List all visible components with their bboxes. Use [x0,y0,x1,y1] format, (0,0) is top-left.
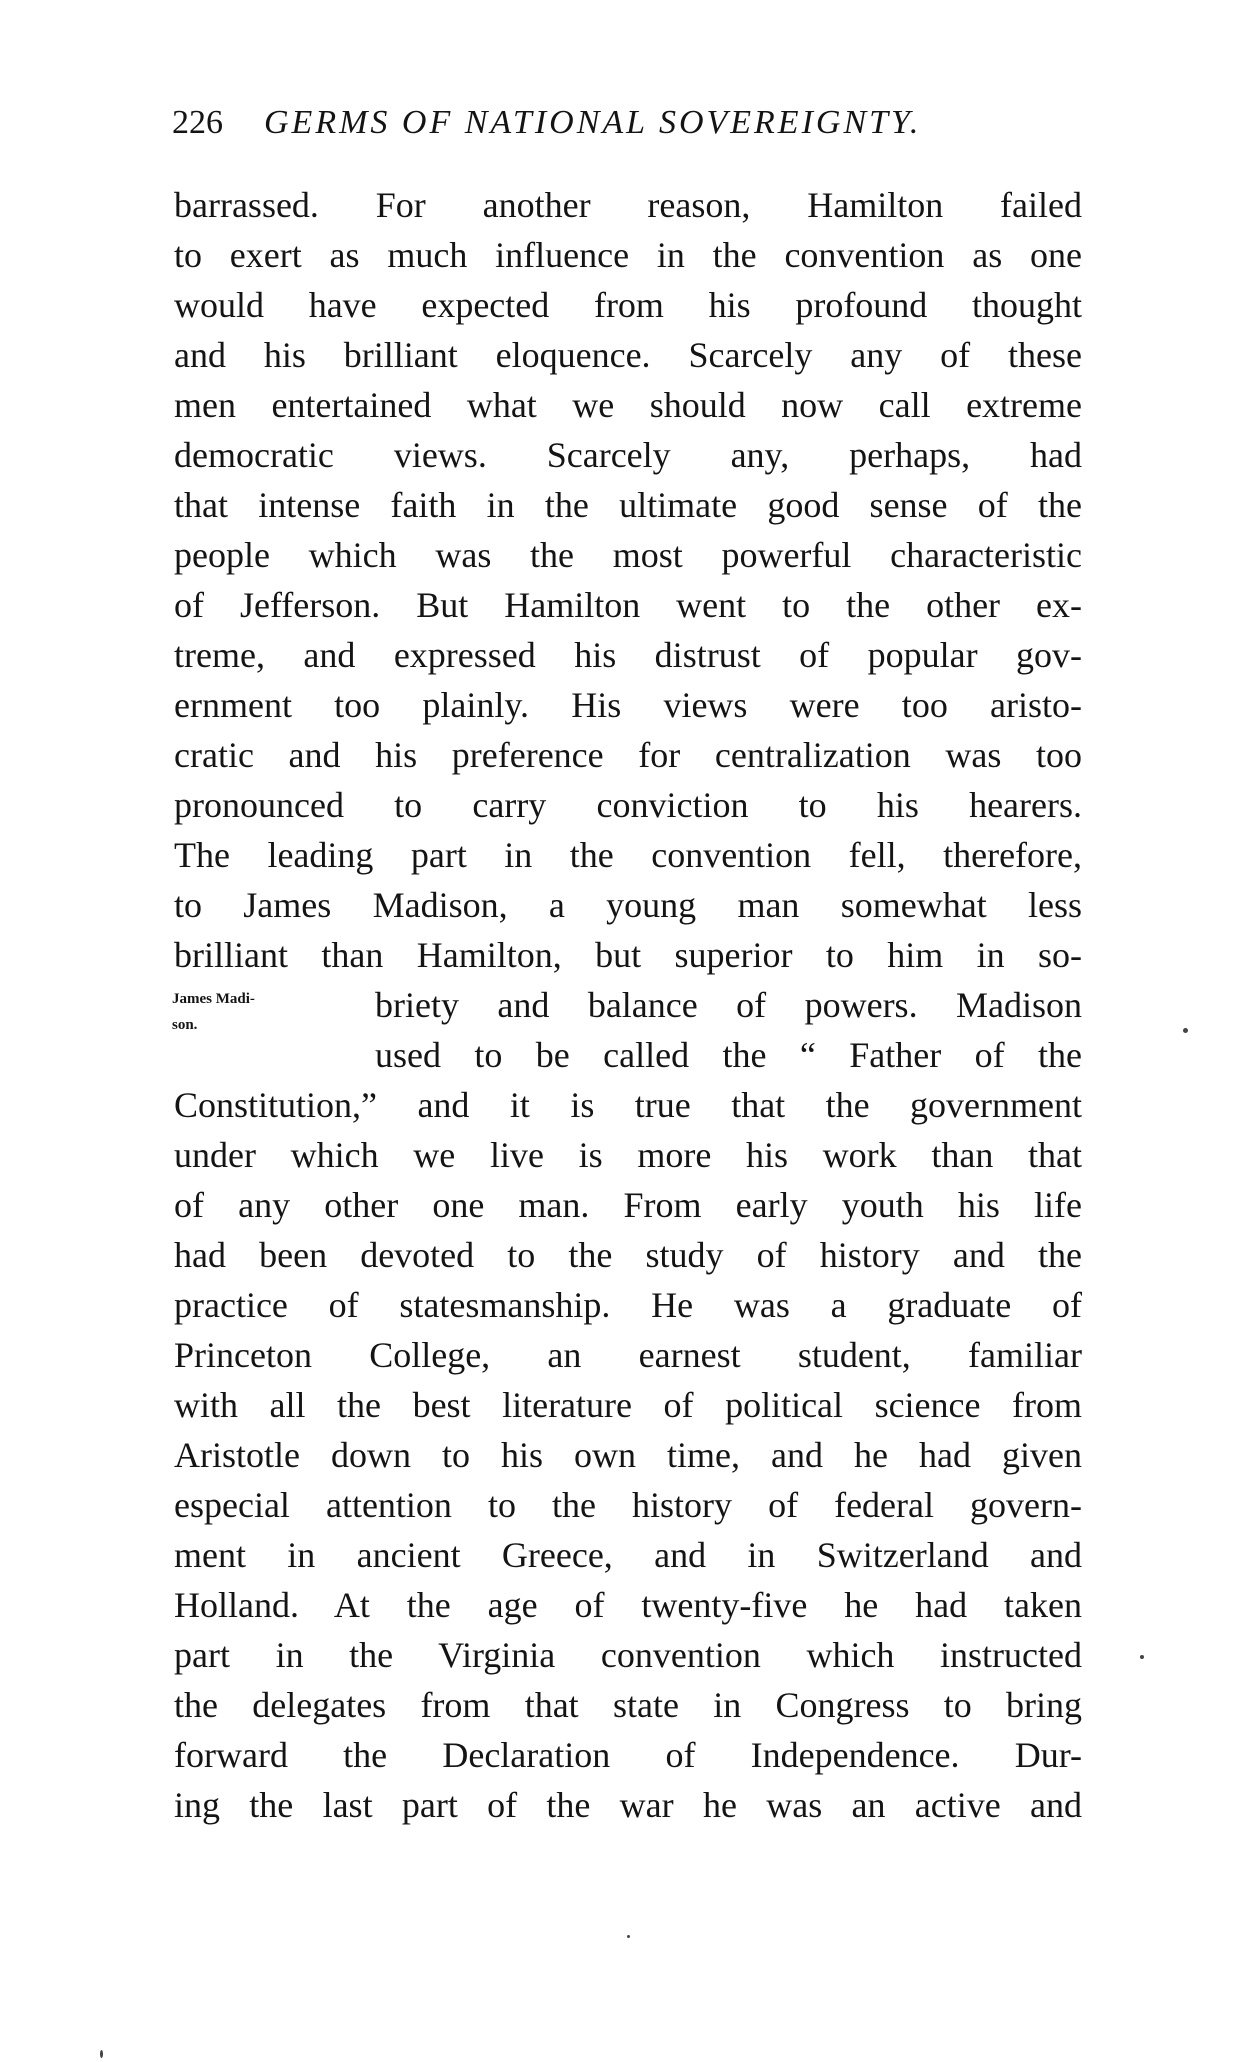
text-line: Holland. At the age of twenty-five he had taken [174,1585,1082,1625]
running-title: GERMS OF NATIONAL SOVEREIGNTY. [264,104,922,141]
text-line: ment in ancient Greece, and in Switzerland and [174,1535,1082,1575]
text-line: especial attention to the history of federal govern- [174,1485,1082,1525]
text-line: pronounced to carry conviction to his hearers. [174,785,1082,825]
text-line: Princeton College, an earnest student, familiar [174,1335,1082,1375]
ink-speck [100,2050,103,2058]
text-line: of Jefferson. But Hamilton went to the other ex- [174,585,1082,625]
text-line: would have expected from his profound thought [174,285,1082,325]
text-line: and his brilliant eloquence. Scarcely any of these [174,335,1082,375]
text-line: The leading part in the convention fell, therefore, [174,835,1082,875]
text-line: under which we live is more his work than that [174,1135,1082,1175]
page-number: 226 [172,104,223,141]
text-line: Constitution,” and it is true that the government [174,1085,1082,1125]
body-text [174,180,1082,1830]
text-line: barrassed. For another reason, Hamilton failed [174,185,1082,225]
text-line: Aristotle down to his own time, and he had given [174,1435,1082,1475]
text-line: with all the best literature of political science from [174,1385,1082,1425]
running-header [172,104,1092,148]
text-line: forward the Declaration of Independence. Dur- [174,1735,1082,1775]
text-line: to exert as much influence in the convention as one [174,235,1082,275]
text-line: brilliant than Hamilton, but superior to him in so- [174,935,1082,975]
text-line: to James Madison, a young man somewhat less [174,885,1082,925]
text-line: people which was the most powerful characteristic [174,535,1082,575]
text-line: practice of statesmanship. He was a graduate of [174,1285,1082,1325]
text-line: democratic views. Scarcely any, perhaps, had [174,435,1082,475]
text-line: briety and balance of powers. Madison [375,985,1082,1025]
text-line: had been devoted to the study of history and the [174,1235,1082,1275]
text-line: of any other one man. From early youth his life [174,1185,1082,1225]
margin-note-line: James Madi- [172,991,255,1007]
text-line: ernment too plainly. His views were too aristo- [174,685,1082,725]
ink-speck [627,1935,630,1938]
text-line: that intense faith in the ultimate good sense of the [174,485,1082,525]
text-line: ing the last part of the war he was an active and [174,1785,1082,1825]
text-line: cratic and his preference for centralization was too [174,735,1082,775]
ink-speck [1140,1655,1144,1659]
text-line: used to be called the “ Father of the [375,1035,1082,1075]
text-line: treme, and expressed his distrust of popular gov- [174,635,1082,675]
margin-note-line: son. [172,1017,198,1033]
ink-speck [1183,1028,1188,1033]
text-line: the delegates from that state in Congress to bring [174,1685,1082,1725]
text-line: part in the Virginia convention which instructed [174,1635,1082,1675]
text-line: men entertained what we should now call extreme [174,385,1082,425]
